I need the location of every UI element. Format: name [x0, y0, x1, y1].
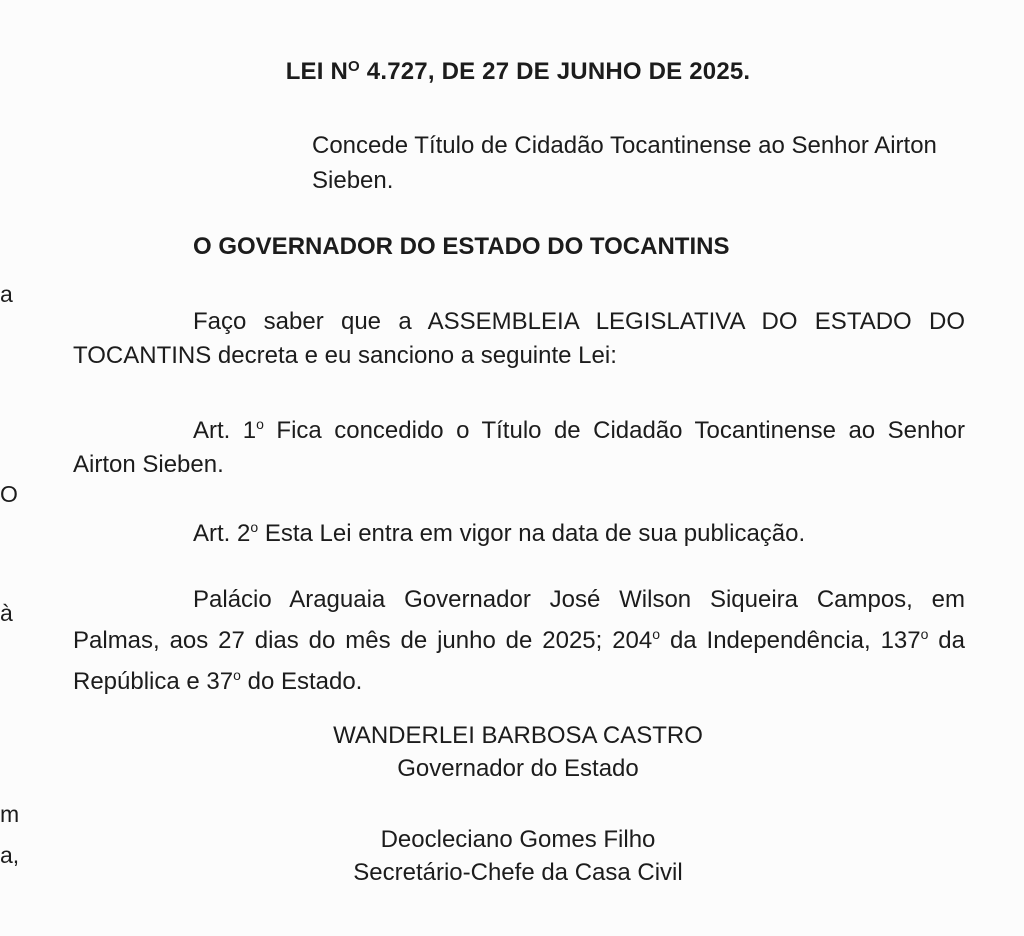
closing-text: Palácio Araguaia Governador José Wilson Siqueira Campos, em Palmas, aos 27 dias do mês de junho de 2025; 204 — [73, 586, 965, 654]
signature-block-secretary — [0, 823, 1024, 889]
closing-ordinal: o — [652, 626, 661, 642]
signature-block-governor — [0, 719, 1024, 785]
article-2-text: Esta Lei entra em vigor na data de sua publicação. — [258, 520, 806, 547]
law-title-rest: 4.727, DE 27 DE JUNHO DE 2025. — [359, 58, 751, 85]
law-title-superscript: O — [348, 58, 360, 75]
article-1-label: Art. 1 — [193, 417, 257, 444]
margin-fragment: à — [0, 600, 13, 626]
closing-text: do Estado. — [240, 668, 363, 695]
closing-ordinal: o — [233, 667, 241, 683]
article-2-ordinal: o — [250, 519, 259, 535]
law-summary: Concede Título de Cidadão Tocantinense ao Senhor Airton Sieben. — [312, 132, 937, 194]
signatory-role: Secretário-Chefe da Casa Civil — [353, 859, 683, 886]
signatory-role: Governador do Estado — [397, 755, 639, 782]
authority-heading: O GOVERNADOR DO ESTADO DO TOCANTINS — [193, 233, 730, 260]
law-title-prefix: LEI N — [285, 58, 349, 85]
margin-fragment: a — [0, 281, 13, 307]
law-title — [0, 58, 1024, 86]
preamble-paragraph: Faço saber que a ASSEMBLEIA LEGISLATIVA DO ESTADO DO TOCANTINS decreta e eu sanciono a seguinte Lei: — [73, 308, 965, 369]
margin-fragment: O — [0, 481, 18, 507]
article-1-text: Fica concedido o Título de Cidadão Tocantinense ao Senhor Airton Sieben. — [73, 417, 966, 478]
article-1 — [73, 407, 965, 482]
margin-fragment: m — [0, 801, 20, 827]
signatory-name: WANDERLEI BARBOSA CASTRO — [333, 722, 703, 749]
closing-text: da Independência, 137 — [660, 627, 921, 654]
article-1-ordinal: o — [256, 416, 264, 432]
signatory-name: Deocleciano Gomes Filho — [380, 826, 656, 853]
closing-ordinal: o — [920, 626, 929, 642]
margin-fragment: a, — [0, 842, 20, 868]
article-2-label: Art. 2 — [193, 520, 251, 547]
article-2 — [73, 510, 965, 551]
closing-text: da República e 37 — [73, 627, 966, 695]
closing-paragraph — [73, 583, 965, 699]
